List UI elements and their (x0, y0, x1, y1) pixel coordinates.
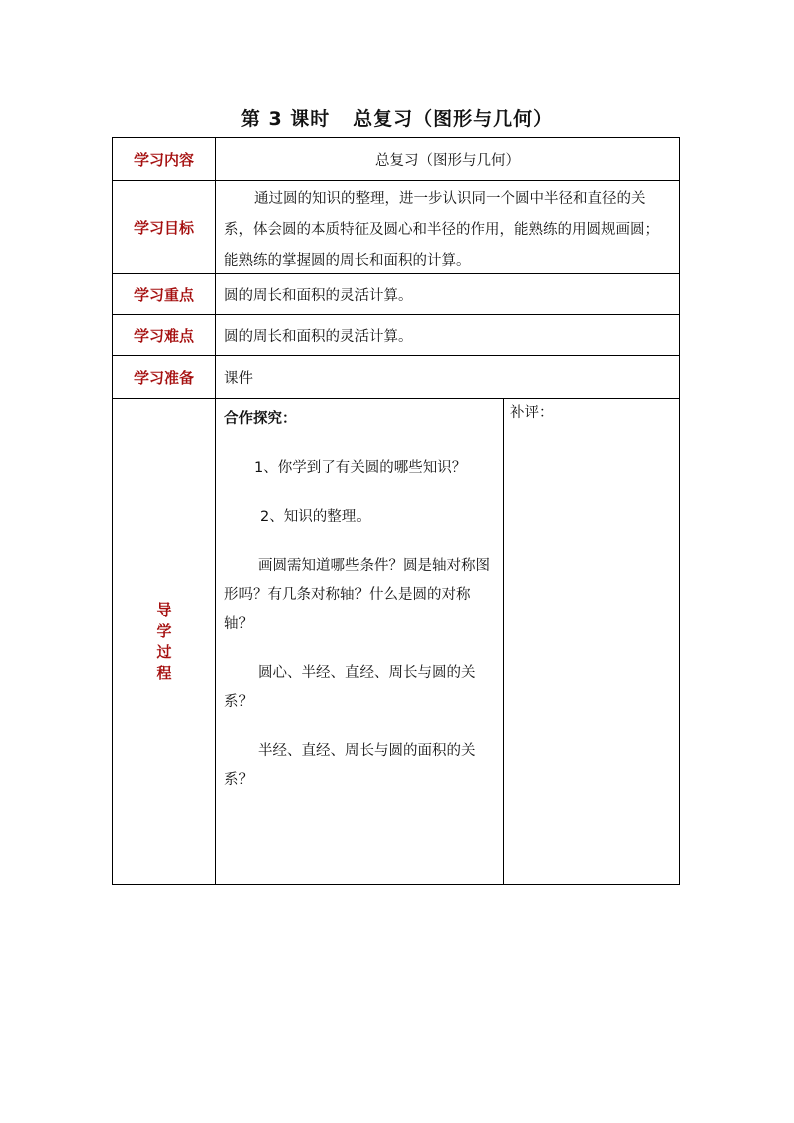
preparation-value: 课件 (215, 355, 680, 399)
question-1: 1、你学到了有关圆的哪些知识？ (254, 460, 467, 476)
process-content (215, 398, 504, 885)
question-paragraph-2: 圆心、半经、直经、周长与圆的关系？ (224, 665, 476, 710)
preparation-label: 学习准备 (112, 355, 216, 399)
question-2: 2、知识的整理。 (260, 509, 371, 525)
difficulty-label: 学习难点 (112, 314, 216, 356)
process-label-char: 过 (156, 642, 172, 661)
difficulty-value: 圆的周长和面积的灵活计算。 (215, 314, 680, 356)
content-label: 学习内容 (112, 137, 216, 181)
process-label-char: 学 (156, 621, 172, 640)
question-paragraph-3: 半经、直经、周长与圆的面积的关系？ (224, 743, 476, 788)
process-label-char: 程 (156, 663, 172, 682)
comment-cell (503, 398, 680, 885)
lesson-plan-table (112, 137, 680, 885)
process-label (112, 398, 216, 885)
page-title: 第 3 课时 总复习（图形与几何） (240, 108, 554, 130)
question-paragraph-1: 画圆需知道哪些条件？圆是轴对称图形吗？有几条对称轴？什么是圆的对称轴？ (224, 558, 490, 632)
process-heading: 合作探究： (224, 411, 297, 427)
process-label-char: 导 (156, 600, 172, 619)
key-point-label: 学习重点 (112, 273, 216, 315)
key-point-value: 圆的周长和面积的灵活计算。 (215, 273, 680, 315)
goal-value: 通过圆的知识的整理，进一步认识同一个圆中半径和直径的关系，体会圆的本质特征及圆心和半径的作用，能熟练的用圆规画圆；能熟练的掌握圆的周长和面积的计算。 (215, 180, 680, 274)
goal-label: 学习目标 (112, 180, 216, 274)
comment-label: 补评： (510, 405, 554, 421)
content-value: 总复习（图形与几何） (215, 137, 680, 181)
